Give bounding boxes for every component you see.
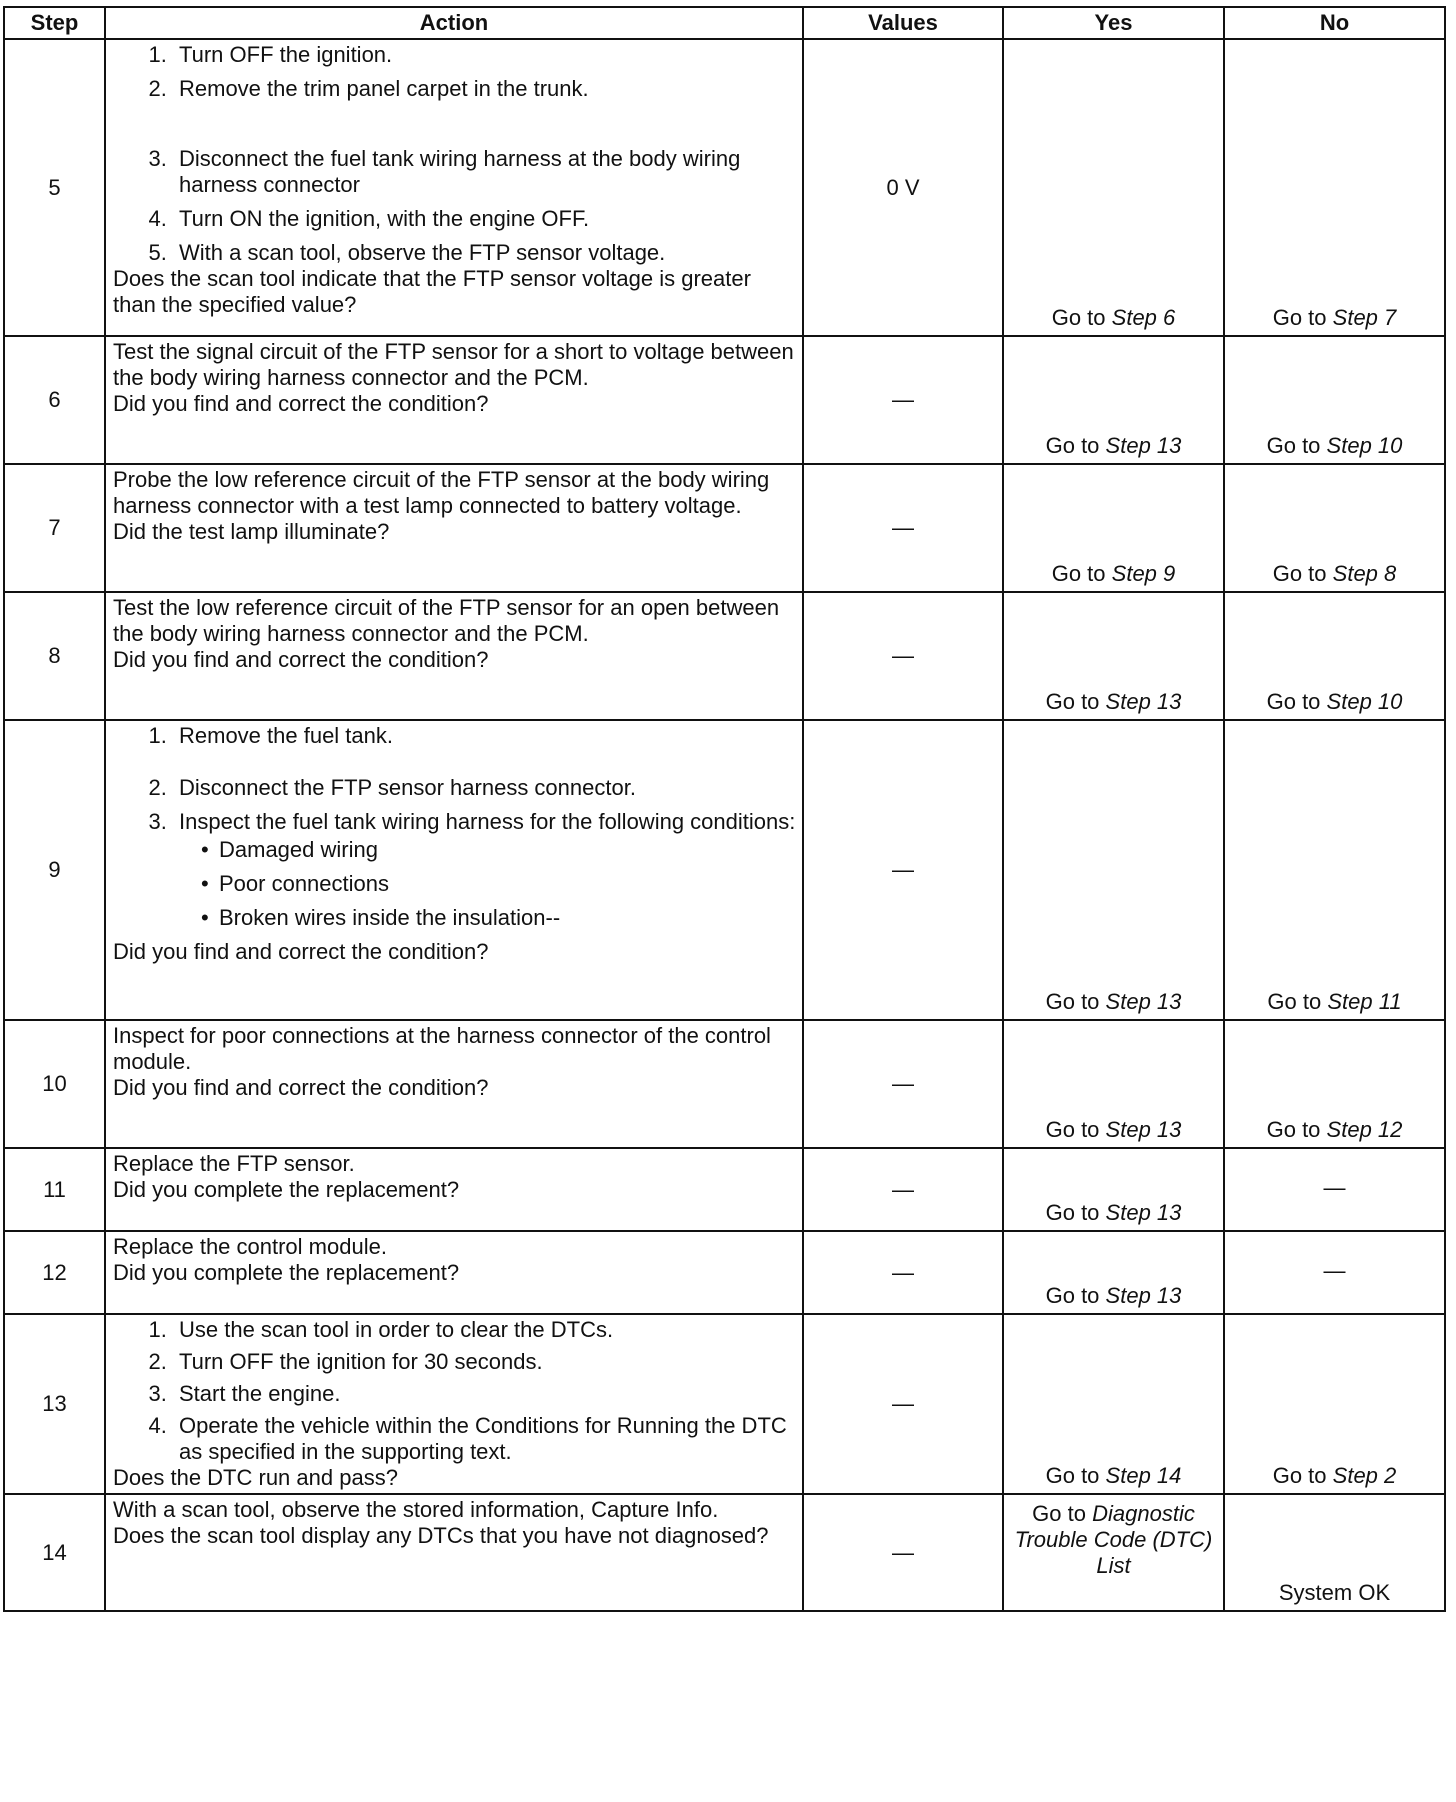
value-cell: — (803, 1231, 1003, 1314)
yes-prefix: Go to (1045, 1463, 1100, 1488)
action-step: 4. Turn ON the ignition, with the engine OFF. (173, 206, 796, 232)
table-row (4, 39, 1445, 336)
table-row (4, 1314, 1445, 1494)
action-question: Did you find and correct the condition? (113, 1075, 489, 1100)
action-steps (113, 42, 796, 266)
yes-step-ref: Step 14 (1105, 1463, 1182, 1488)
step-number: 12 (4, 1231, 105, 1314)
no-step-ref: Step 10 (1326, 433, 1403, 458)
yes-cell (1003, 464, 1224, 592)
yes-step-ref: Step 13 (1105, 989, 1182, 1014)
action-question: Did you complete the replacement? (113, 1177, 460, 1202)
action-question: Did you find and correct the condition? (113, 647, 489, 672)
header-no: No (1224, 7, 1445, 39)
yes-cell (1003, 720, 1224, 1020)
action-step: 5. With a scan tool, observe the FTP sensor voltage. (173, 240, 796, 266)
action-cell (105, 720, 803, 1020)
action-cell (105, 1020, 803, 1148)
no-cell (1224, 1314, 1445, 1494)
action-text: Replace the control module. (113, 1234, 387, 1259)
yes-prefix: Go to (1045, 689, 1100, 714)
no-prefix: Go to (1267, 989, 1322, 1014)
yes-step-ref: Step 13 (1105, 1200, 1182, 1225)
condition-list (113, 837, 796, 931)
action-steps (113, 1317, 796, 1465)
step-number: 11 (4, 1148, 105, 1231)
yes-cell (1003, 1148, 1224, 1231)
diagnostic-table (3, 6, 1446, 1612)
no-step-ref: Step 2 (1332, 1463, 1397, 1488)
no-step-ref: Step 11 (1327, 989, 1402, 1014)
action-step: 2. Disconnect the FTP sensor harness connector. (173, 775, 796, 801)
yes-cell (1003, 1314, 1224, 1494)
value-cell: — (803, 592, 1003, 720)
no-cell (1224, 39, 1445, 336)
no-prefix: Go to (1266, 689, 1321, 714)
action-step: 2. Remove the trim panel carpet in the trunk. (173, 76, 796, 102)
yes-prefix: Go to (1045, 989, 1100, 1014)
step-number: 5 (4, 39, 105, 336)
value-cell: — (803, 720, 1003, 1020)
table-row (4, 336, 1445, 464)
header-yes: Yes (1003, 7, 1224, 39)
yes-step-ref: Step 9 (1111, 561, 1176, 586)
value-cell: — (803, 1020, 1003, 1148)
table-row (4, 1231, 1445, 1314)
header-action: Action (105, 7, 803, 39)
action-cell (105, 39, 803, 336)
no-cell: — (1224, 1231, 1445, 1314)
value-cell: — (803, 1494, 1003, 1611)
action-text: Test the signal circuit of the FTP sensor for a short to voltage between the body wiring harness connector and the PCM. (113, 339, 794, 390)
yes-cell (1003, 1020, 1224, 1148)
action-text: Probe the low reference circuit of the FTP sensor at the body wiring harness connector with a test lamp connected to battery voltage. (113, 467, 770, 518)
step-number: 14 (4, 1494, 105, 1611)
action-cell (105, 464, 803, 592)
no-prefix: Go to (1272, 1463, 1327, 1488)
value-cell: — (803, 464, 1003, 592)
action-text: Inspect for poor connections at the harness connector of the control module. (113, 1023, 771, 1074)
yes-step-ref: Diagnostic Trouble Code (DTC) List (1014, 1501, 1213, 1578)
action-question: Did you find and correct the condition? (113, 391, 489, 416)
no-cell: — (1224, 1148, 1445, 1231)
action-question: Does the scan tool indicate that the FTP sensor voltage is greater than the specified value? (113, 266, 751, 317)
no-cell (1224, 720, 1445, 1020)
value-cell: — (803, 1148, 1003, 1231)
action-question: Did the test lamp illuminate? (113, 519, 390, 544)
action-cell (105, 592, 803, 720)
action-step: 3. Inspect the fuel tank wiring harness for the following conditions: (173, 809, 796, 835)
no-cell (1224, 592, 1445, 720)
table-row (4, 592, 1445, 720)
action-step: 2. Turn OFF the ignition for 30 seconds. (173, 1349, 796, 1375)
table-row (4, 1494, 1445, 1611)
yes-cell (1003, 592, 1224, 720)
yes-cell (1003, 1494, 1224, 1611)
action-step: 3. Disconnect the fuel tank wiring harness at the body wiring harness connector (173, 146, 796, 198)
table-row (4, 464, 1445, 592)
yes-cell (1003, 39, 1224, 336)
action-cell (105, 1148, 803, 1231)
no-prefix: Go to (1272, 305, 1327, 330)
action-question: Does the DTC run and pass? (113, 1465, 398, 1490)
no-cell: System OK (1224, 1494, 1445, 1611)
yes-step-ref: Step 6 (1111, 305, 1176, 330)
no-cell (1224, 336, 1445, 464)
condition-item: • Damaged wiring (201, 837, 796, 863)
step-number: 7 (4, 464, 105, 592)
value-cell: — (803, 1314, 1003, 1494)
table-row (4, 1148, 1445, 1231)
no-prefix: Go to (1272, 561, 1327, 586)
yes-cell (1003, 336, 1224, 464)
yes-prefix: Go to (1045, 1117, 1100, 1142)
yes-step-ref: Step 13 (1105, 1283, 1182, 1308)
condition-item: • Broken wires inside the insulation-- (201, 905, 796, 931)
yes-step-ref: Step 13 (1105, 1117, 1182, 1142)
step-number: 13 (4, 1314, 105, 1494)
action-step: 3. Start the engine. (173, 1381, 796, 1407)
value-cell: 0 V (803, 39, 1003, 336)
action-step: 4. Operate the vehicle within the Conditions for Running the DTC as specified in the supporting text. (173, 1413, 796, 1465)
no-prefix: Go to (1266, 1117, 1321, 1142)
yes-prefix: Go to (1045, 1200, 1100, 1225)
action-text: Test the low reference circuit of the FTP sensor for an open between the body wiring harness connector and the PCM. (113, 595, 780, 646)
no-step-ref: Step 8 (1332, 561, 1397, 586)
action-step: 1. Use the scan tool in order to clear the DTCs. (173, 1317, 796, 1343)
no-step-ref: Step 10 (1326, 689, 1403, 714)
step-number: 10 (4, 1020, 105, 1148)
action-step: 1. Turn OFF the ignition. (173, 42, 796, 68)
action-cell (105, 1231, 803, 1314)
step-number: 9 (4, 720, 105, 1020)
yes-step-ref: Step 13 (1105, 689, 1182, 714)
action-cell (105, 1314, 803, 1494)
table-row (4, 1020, 1445, 1148)
no-cell (1224, 464, 1445, 592)
action-step: 1. Remove the fuel tank. (173, 723, 796, 749)
table-row (4, 720, 1445, 1020)
header-row (4, 7, 1445, 39)
action-text: Replace the FTP sensor. (113, 1151, 355, 1176)
action-question: Does the scan tool display any DTCs that you have not diagnosed? (113, 1523, 769, 1548)
no-prefix: Go to (1266, 433, 1321, 458)
yes-prefix: Go to (1051, 561, 1106, 586)
action-cell (105, 1494, 803, 1611)
value-cell: — (803, 336, 1003, 464)
no-cell (1224, 1020, 1445, 1148)
yes-prefix: Go to (1045, 433, 1100, 458)
yes-prefix: Go to (1051, 305, 1106, 330)
step-number: 8 (4, 592, 105, 720)
yes-prefix: Go to (1032, 1501, 1086, 1526)
yes-step-ref: Step 13 (1105, 433, 1182, 458)
action-text: With a scan tool, observe the stored information, Capture Info. (113, 1497, 719, 1522)
yes-cell (1003, 1231, 1224, 1314)
step-number: 6 (4, 336, 105, 464)
header-values: Values (803, 7, 1003, 39)
condition-item: • Poor connections (201, 871, 796, 897)
action-question: Did you find and correct the condition? (113, 939, 489, 964)
header-step: Step (4, 7, 105, 39)
yes-prefix: Go to (1045, 1283, 1100, 1308)
no-step-ref: Step 12 (1326, 1117, 1403, 1142)
action-steps (113, 723, 796, 835)
action-cell (105, 336, 803, 464)
action-question: Did you complete the replacement? (113, 1260, 460, 1285)
no-step-ref: Step 7 (1332, 305, 1397, 330)
